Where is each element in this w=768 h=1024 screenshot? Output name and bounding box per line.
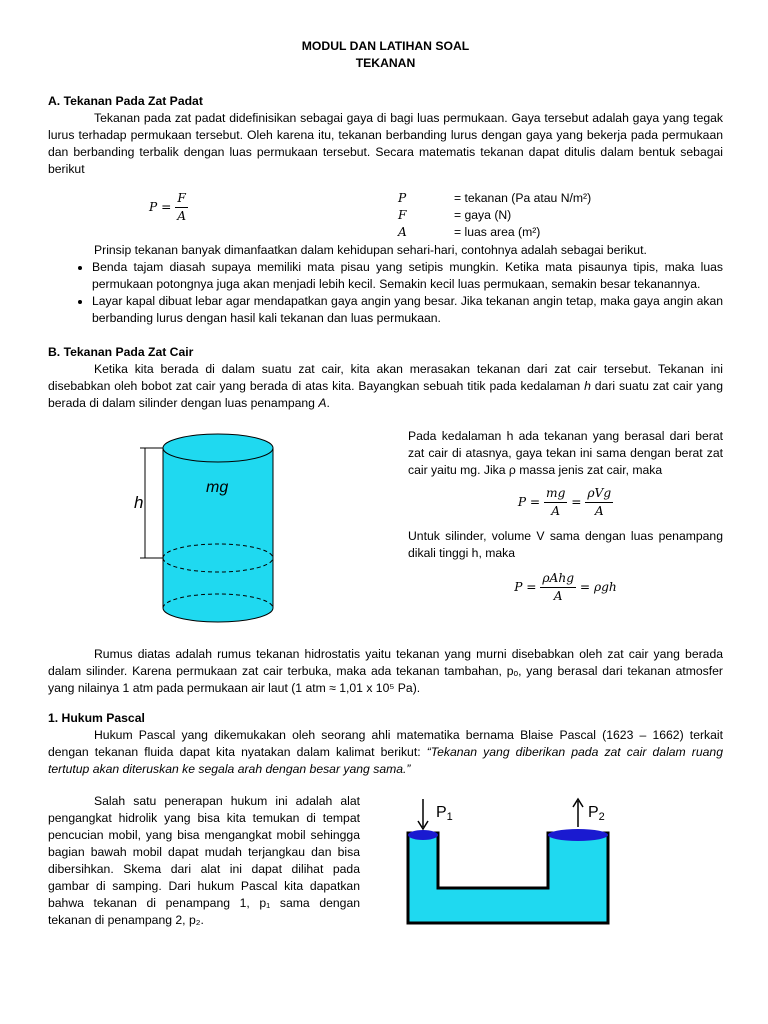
section-a-paragraph: Tekanan pada zat padat didefinisikan sebagai gaya di bagi luas permukaan. Gaya tersebut adalah gaya yang tegak lurus terhadap permukaan tersebut. Oleh karena itu, tekanan berbanding lurus dengan gaya yang bekerja pada permukaan dan berbanding terbalik dengan luas permukaan tersebut. Secara matematis tekanan dapat ditulis dalam bentuk sebagai berikut [48,111,723,176]
hydraulic-paragraph: Salah satu penerapan hukum ini adalah alat pengangkat hidrolik yang bisa kita temukan di tempat pencucian mobil, yang bisa mengangkat mobil sehingga bagian bawah mobil dapat mudah terjangkau dan bisa dibersihkan. Skema dari alat ini dapat dilihat pada gambar di samping. Dari hukum Pascal kita dapatkan bahwa tekanan di penampang 1, p₁ sama dengan tekanan di penampang 2, p₂. [48,794,360,927]
hydraulic-vessel [408,833,608,923]
piston-1-surface [408,830,438,840]
weight-label: mg [206,479,229,496]
pressure-formula: P = $\frac{F}{A}$ [149,191,186,223]
piston-2-surface [548,829,608,841]
hydrostatic-formula-2: P = $\frac{\text{ρAhg}}{A}$ = ρgh [514,571,617,603]
formula-block-1 [48,186,723,242]
title-line-1: MODUL DAN LATIHAN SOAL [301,39,470,53]
pascal-heading: 1. Hukum Pascal [48,711,145,725]
symbol-legend: P = tekanan (Pa atau N/m²) F = gaya (N) A = luas area (m²) [398,191,592,239]
p2-label: P2 [588,804,605,823]
cylinder-body [163,448,273,622]
cylinder-block [48,428,723,640]
depth-paragraph: Pada kedalaman h ada tekanan yang berasal dari berat zat cair di atasnya, gaya tekan ini sama dengan berat zat cair yaitu mg. Jika ρ massa jenis zat cair, maka [408,429,723,477]
height-label: h [134,493,144,512]
list-item: • Layar kapal dibuat lebar agar mendapatkan gaya angin yang besar. Jika tekanan angin tetap, maka gaya angin akan berbanding lurus dengan hasil kali tekanan dan luas permukaan. [92,293,723,327]
section-a-heading: A. Tekanan Pada Zat Padat [48,94,203,108]
title-line-2: TEKANAN [355,56,416,70]
cylinder-diagram [48,428,388,640]
cylinder-explanation [408,428,723,640]
volume-paragraph: Untuk silinder, volume V sama dengan luas penampang dikali tinggi h, maka [408,529,723,560]
cylinder-top [163,434,273,462]
hydraulic-lift-diagram [398,793,638,933]
p1-label: P1 [436,804,453,823]
section-b-heading: B. Tekanan Pada Zat Cair [48,345,194,359]
section-b-paragraph: Ketika kita berada di dalam suatu zat cair, kita akan merasakan tekanan dari zat cair tersebut. Tekanan ini disebabkan oleh bobot zat cair yang berada di atas kita. Bayangkan sebuah titik pada kedalaman h dari suatu zat cair yang berada di dalam silinder dengan luas penampang A. [48,362,723,410]
hydraulic-block [48,793,723,933]
principle-paragraph: Prinsip tekanan banyak dimanfaatkan dalam kehidupan sehari-hari, contohnya adalah sebagai berikut. [94,243,647,257]
document-page [48,38,723,933]
example-list [48,259,723,327]
list-item: • Benda tajam diasah supaya memiliki mata pisau yang setipis mungkin. Ketika mata pisaunya tipis, maka luas permukaan potongnya juga akan menjadi lebih kecil. Semakin kecil luas permukaan, semakin besar tekanannya. [92,259,723,293]
hydrostatic-paragraph: Rumus diatas adalah rumus tekanan hidrostatis yaitu tekanan yang murni disebabkan oleh zat cair yang berada dalam silinder. Karena permukaan zat cair terbuka, maka ada tekanan tambahan, pₒ, yang berasal dari tekanan atmosfer yang nilainya 1 atm pada permukaan air laut (1 atm ≈ 1,01 x 10⁵ Pa). [48,647,723,695]
pascal-paragraph: Hukum Pascal yang dikemukakan oleh seorang ahli matematika bernama Blaise Pascal (1623 – 1662) terkait dengan tekanan fluida dapat kita nyatakan dalam kalimat berikut: “Tekanan yang diberikan pada zat cair dalam ruang tertutup akan diteruskan ke segala arah dengan besar yang sama.” [48,728,723,776]
hydrostatic-formula-1: P = $\frac{mg}{A}$ = $\frac{\text{ρVg}}{A}$ [517,486,612,518]
